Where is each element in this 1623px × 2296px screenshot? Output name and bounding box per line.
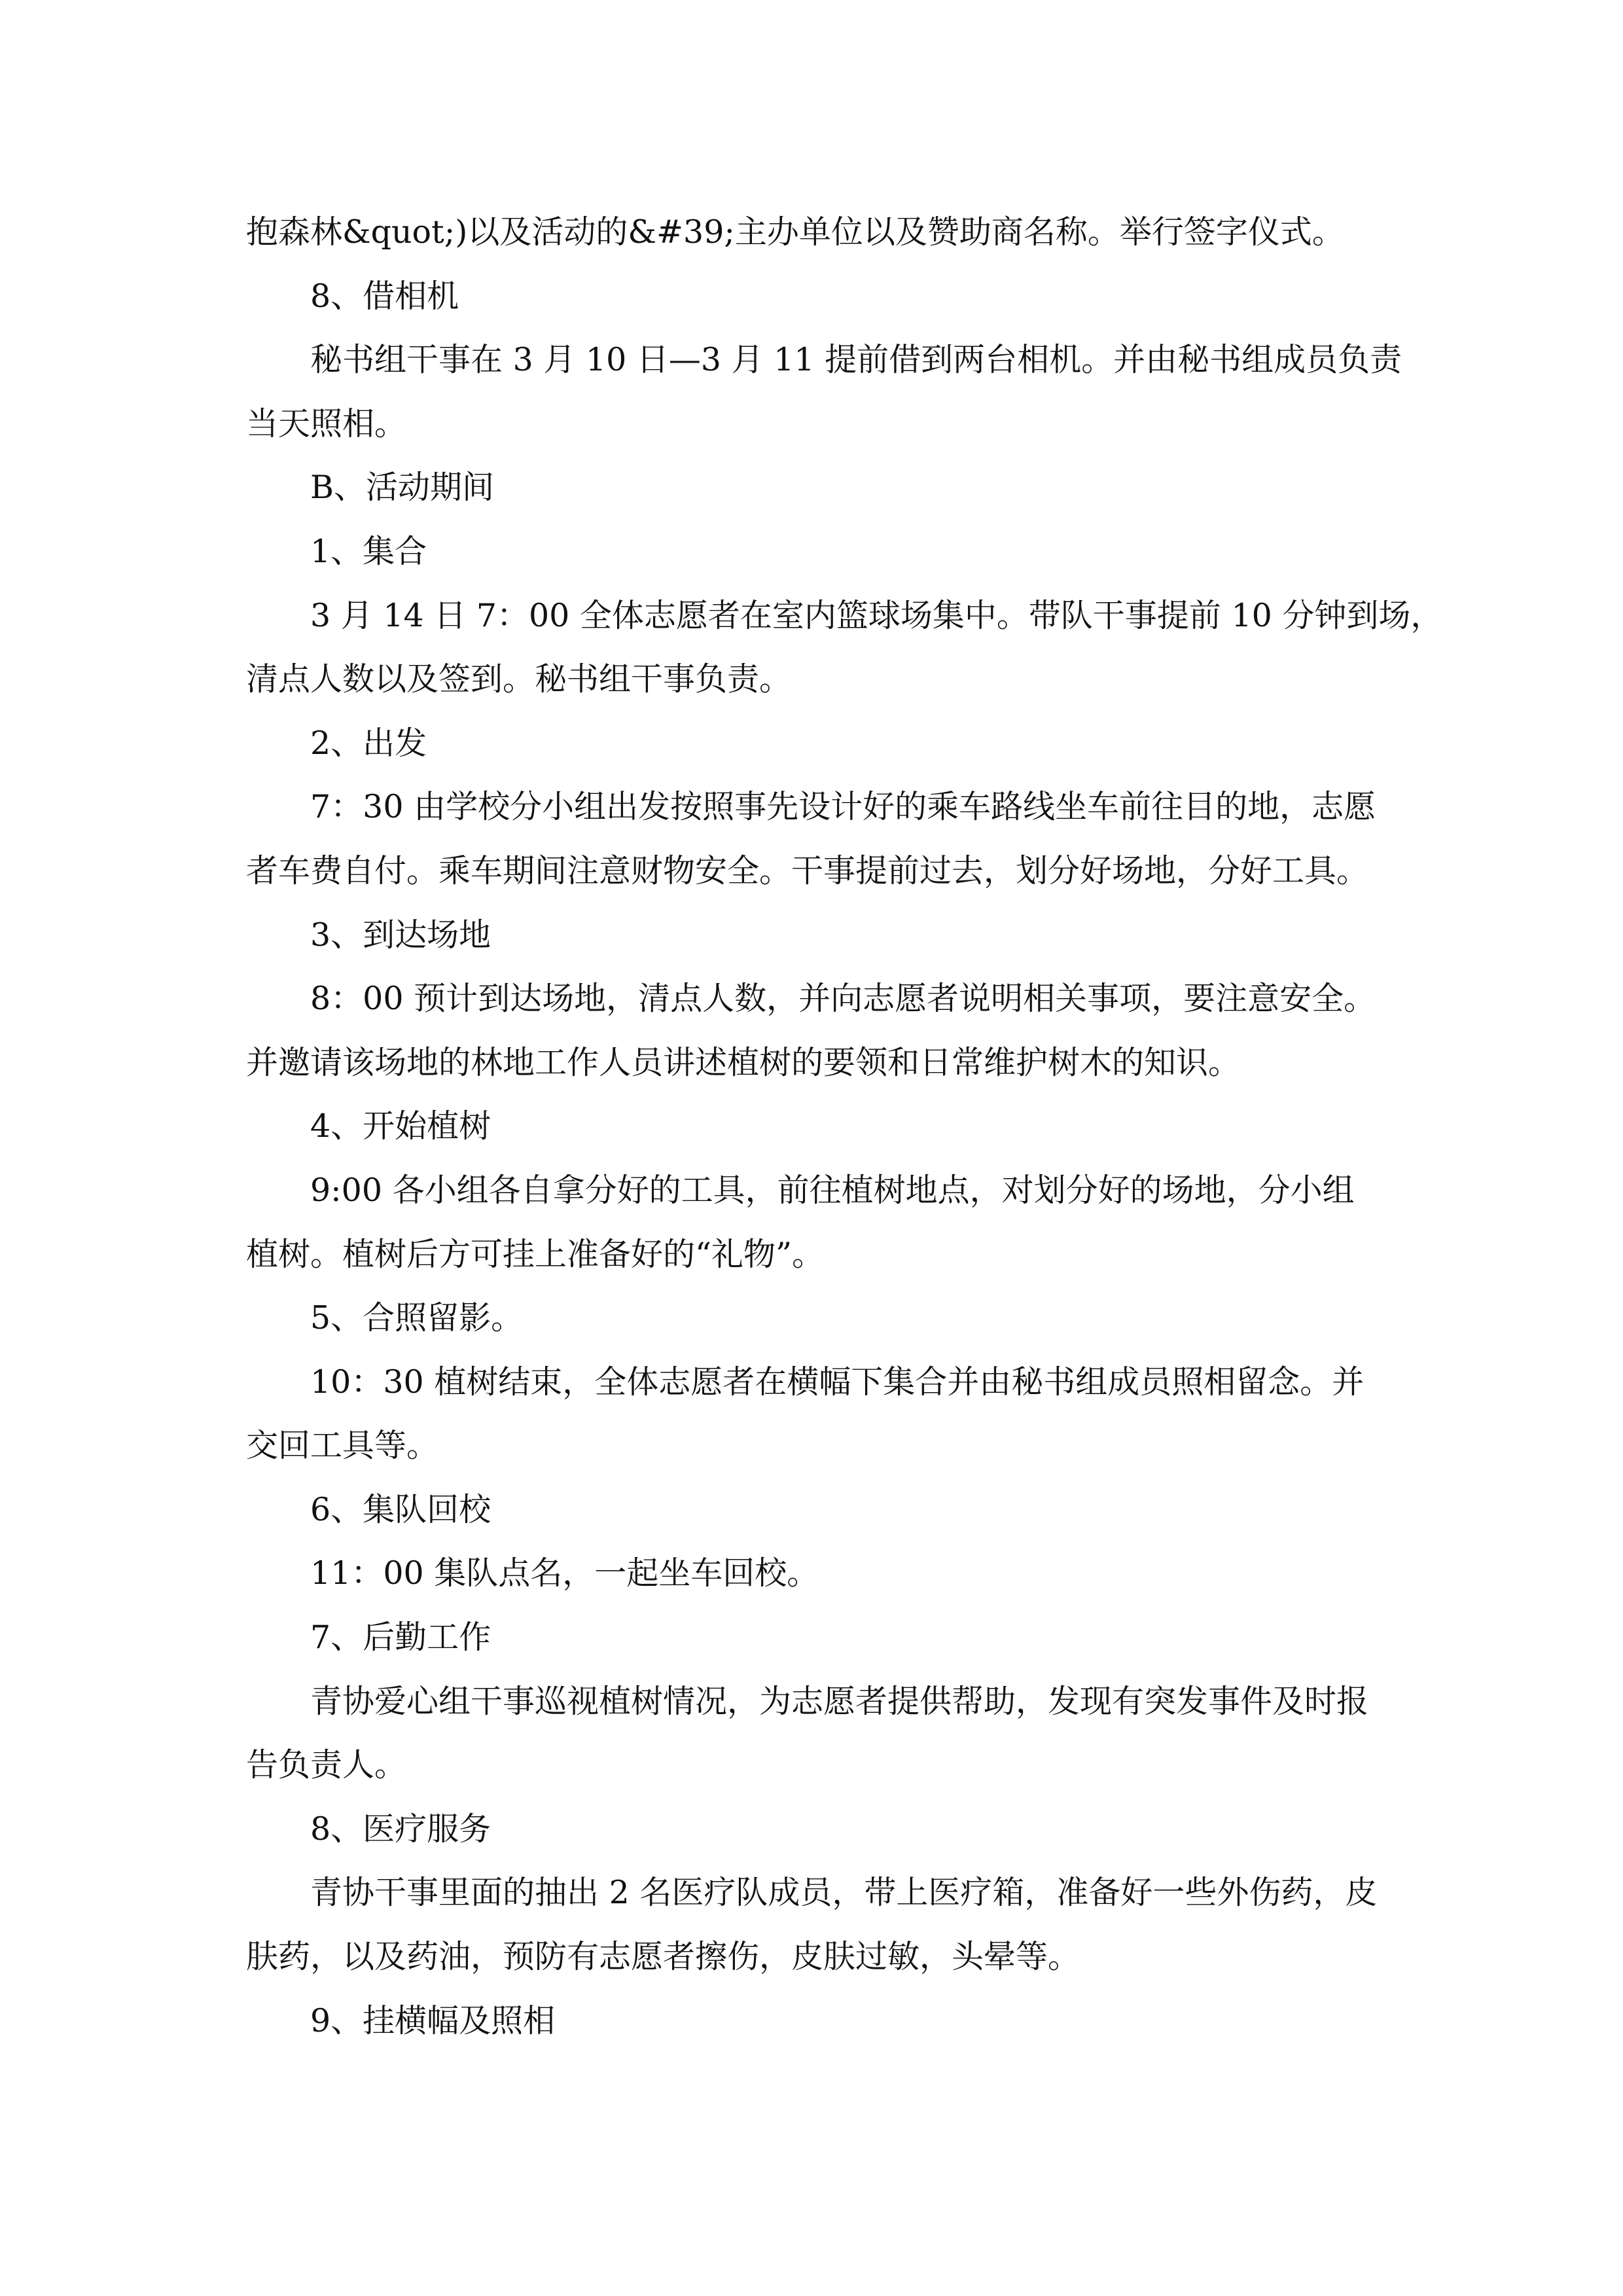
paragraph <box>246 200 1385 264</box>
section-heading <box>246 711 1385 776</box>
text-line: 10：30 植树结束，全体志愿者在横幅下集合并由秘书组成员照相留念。并 <box>310 1363 1364 1401</box>
text-line: 8：00 预计到达场地，清点人数，并向志愿者说明相关事项，要注意安全。 <box>310 980 1376 1018</box>
text-line: 并邀请该场地的林地工作人员讲述植树的要领和日常维护树木的知识。 <box>246 1043 1241 1081</box>
section-heading <box>246 1989 1385 2053</box>
text-line: 青协爱心组干事巡视植树情况，为志愿者提供帮助，发现有突发事件及时报 <box>310 1682 1369 1720</box>
text-line: 7：30 由学校分小组出发按照事先设计好的乘车路线坐车前往目的地，志愿 <box>310 788 1376 826</box>
paragraph <box>246 775 1385 903</box>
text-line: 5、合照留影。 <box>310 1299 524 1337</box>
section-heading <box>246 1605 1385 1670</box>
paragraph <box>246 1861 1385 1988</box>
text-line: 者车费自付。乘车期间注意财物安全。干事提前过去，划分好场地，分好工具。 <box>246 852 1369 889</box>
text-line: 4、开始植树 <box>310 1107 491 1145</box>
text-line: 青协干事里面的抽出 2 名医疗队成员，带上医疗箱，准备好一些外伤药，皮 <box>310 1874 1378 1912</box>
text-line: 2、出发 <box>310 724 427 762</box>
text-line: 秘书组干事在 3 月 10 日—3 月 11 提前借到两台相机。并由秘书组成员负责 <box>310 341 1402 379</box>
text-line: 清点人数以及签到。秘书组干事负责。 <box>246 660 792 698</box>
text-line: 8、医疗服务 <box>310 1810 491 1848</box>
document-body <box>246 200 1443 2053</box>
paragraph <box>246 1350 1385 1478</box>
text-line: B、活动期间 <box>310 469 495 507</box>
text-line: 告负责人。 <box>246 1746 407 1784</box>
paragraph <box>246 967 1385 1094</box>
section-heading <box>246 1286 1385 1350</box>
text-line: 当天照相。 <box>246 404 407 442</box>
paragraph <box>246 1158 1385 1286</box>
text-line: 8、借相机 <box>310 277 459 315</box>
paragraph <box>246 1670 1385 1797</box>
paragraph <box>246 328 1402 456</box>
paragraph <box>246 1541 1385 1605</box>
section-heading <box>246 1478 1385 1542</box>
section-heading <box>246 1094 1385 1158</box>
text-line: 植树。植树后方可挂上准备好的“礼物”。 <box>246 1235 825 1273</box>
text-line: 9:00 各小组各自拿分好的工具，前往植树地点，对划分好的场地，分小组 <box>310 1171 1355 1209</box>
text-line: 9、挂横幅及照相 <box>310 2001 556 2039</box>
text-line: 交回工具等。 <box>246 1427 439 1465</box>
paragraph <box>246 584 1443 711</box>
section-heading <box>246 264 1385 329</box>
text-line: 3、到达场地 <box>310 916 491 954</box>
section-heading <box>246 903 1385 967</box>
text-line: 6、集队回校 <box>310 1490 491 1528</box>
section-heading <box>246 520 1385 584</box>
section-heading <box>246 1797 1385 1861</box>
section-heading <box>246 456 1385 520</box>
text-line: 1、集合 <box>310 532 427 570</box>
text-line: 3 月 14 日 7：00 全体志愿者在室内篮球场集中。带队干事提前 10 分钟到场， <box>310 596 1443 634</box>
text-line: 抱森林&quot;)以及活动的&#39;主办单位以及赞助商名称。举行签字仪式。 <box>246 213 1344 251</box>
text-line: 11：00 集队点名，一起坐车回校。 <box>310 1554 819 1592</box>
text-line: 肤药，以及药油，预防有志愿者擦伤，皮肤过敏，头晕等。 <box>246 1938 1080 1976</box>
text-line: 7、后勤工作 <box>310 1619 491 1657</box>
